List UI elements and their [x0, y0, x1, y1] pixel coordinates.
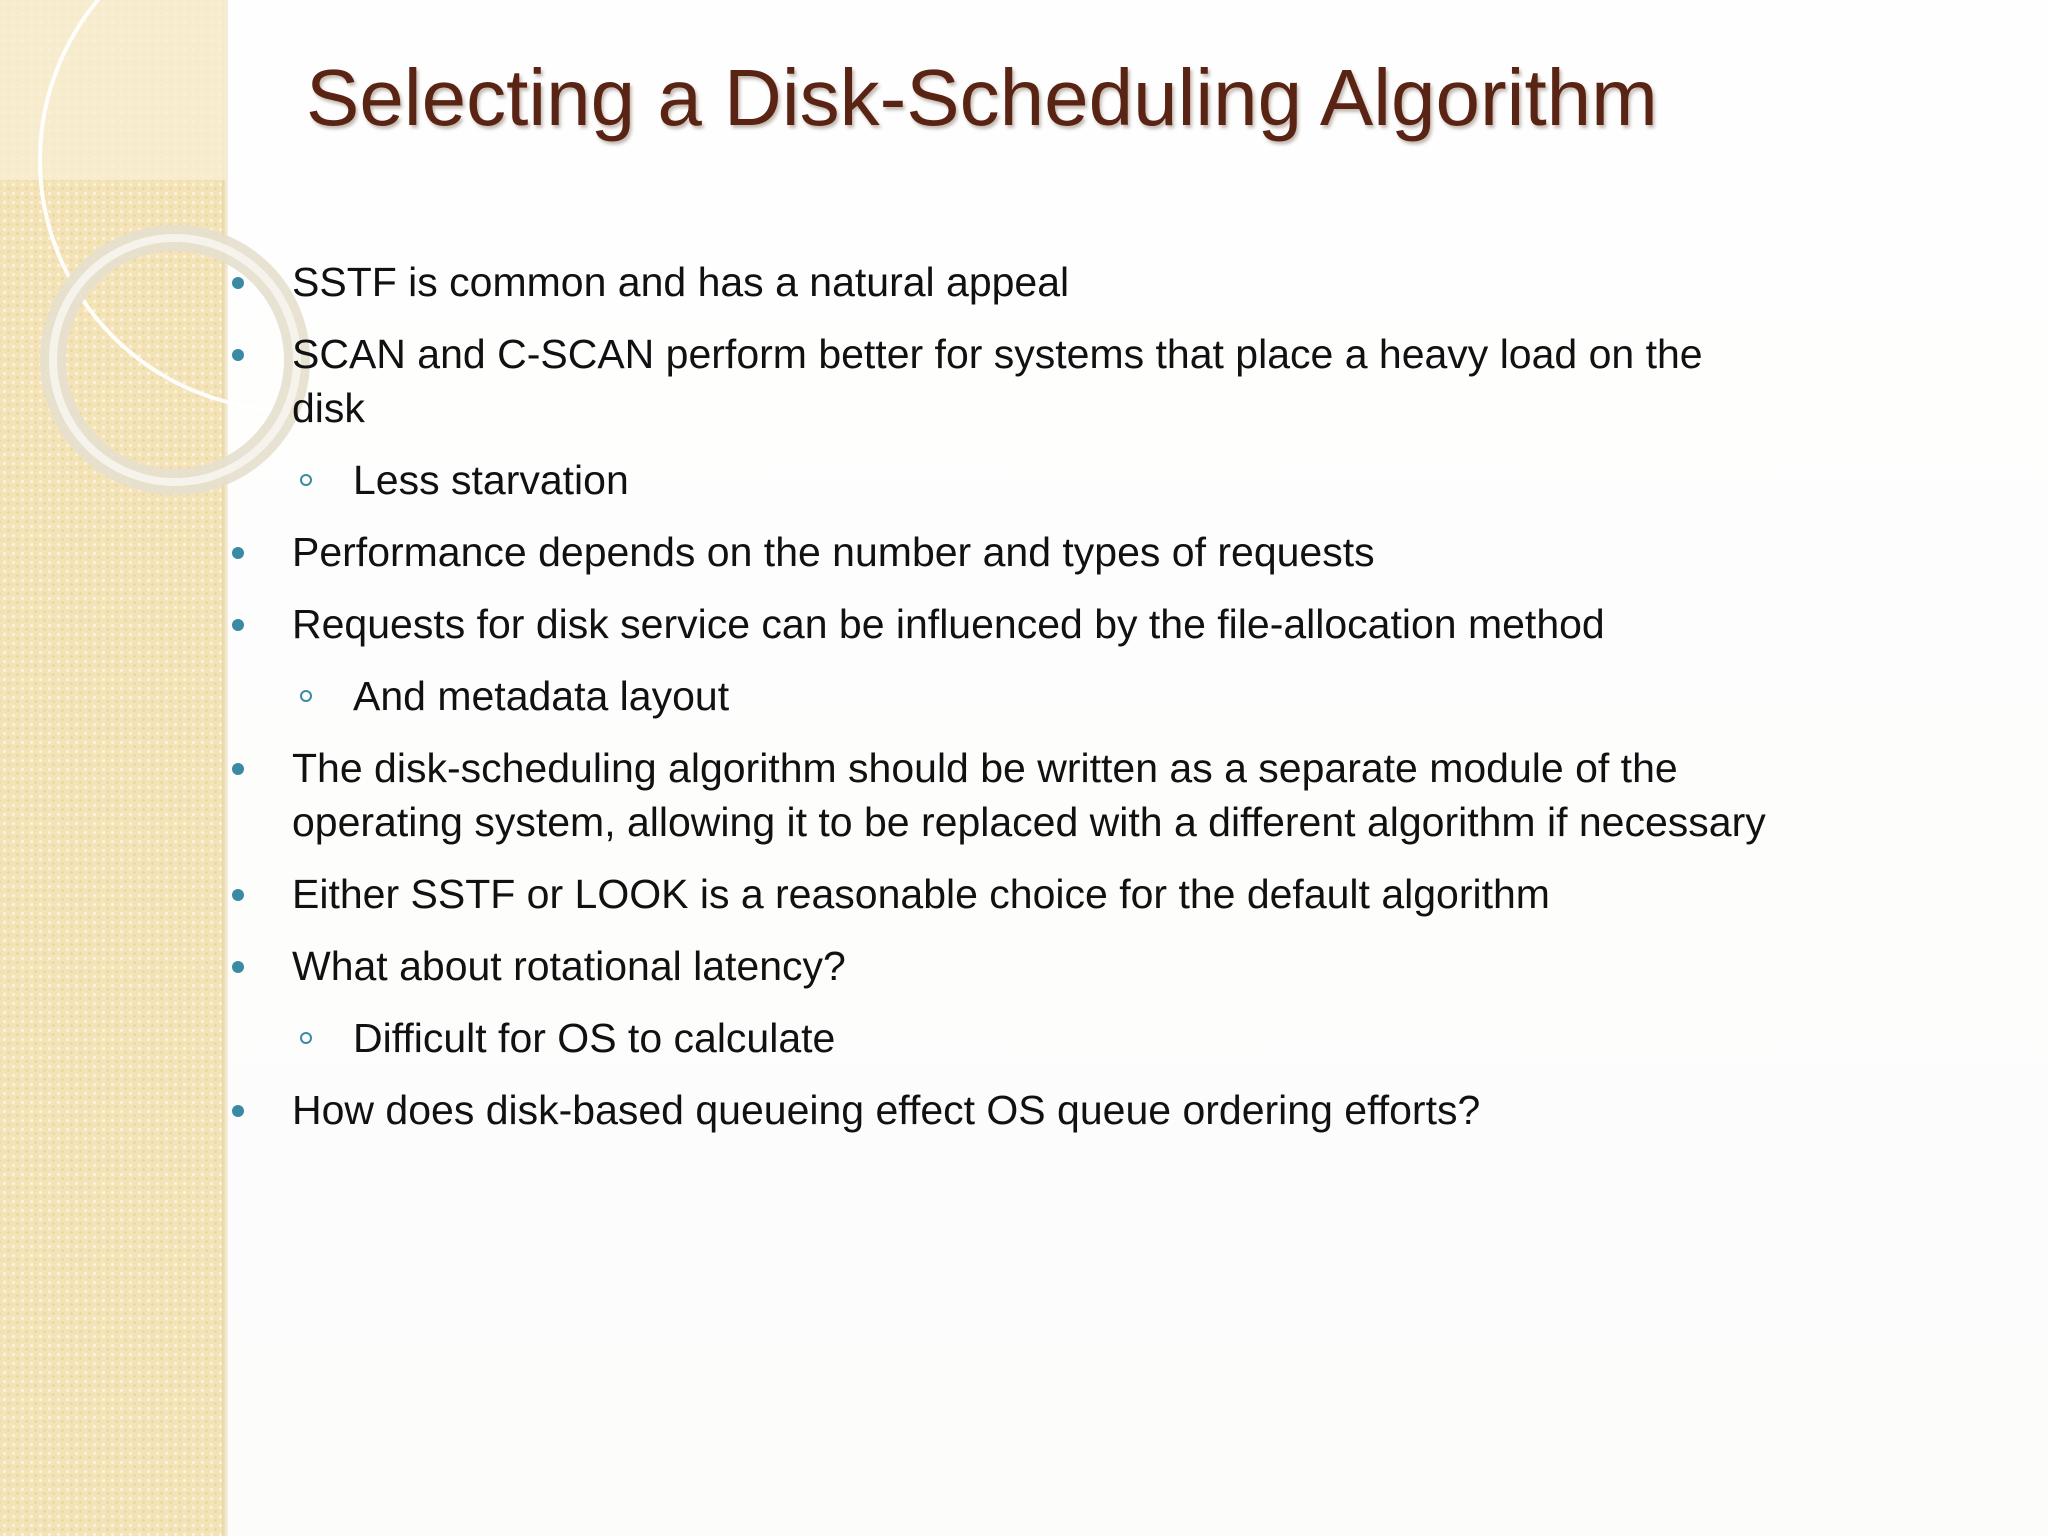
sub-bullet-item [292, 1011, 1772, 1065]
bullet-item [292, 1083, 1772, 1137]
bullet-text: Either SSTF or LOOK is a reasonable choice for the default algorithm [292, 871, 1550, 917]
bullet-text: How does disk-based queueing effect OS queue ordering efforts? [292, 1087, 1481, 1133]
sub-bullet-text: And metadata layout [353, 673, 730, 719]
bullet-text: Requests for disk service can be influenced by the file-allocation method [292, 601, 1605, 647]
bullet-item [292, 525, 1772, 579]
sub-bullet-item [292, 669, 1772, 723]
bullet-item [292, 867, 1772, 921]
slide-title: Selecting a Disk-Scheduling Algorithm [306, 53, 1658, 142]
bullet-dot-icon [232, 277, 244, 289]
bullet-item [292, 327, 1772, 435]
bullet-text: SCAN and C-SCAN perform better for systems that place a heavy load on the disk [292, 331, 1703, 431]
sub-bullet-text: Less starvation [353, 457, 629, 503]
bullet-item [292, 255, 1772, 309]
bullet-dot-icon [232, 961, 244, 973]
bullet-dot-icon [232, 619, 244, 631]
bullet-text: What about rotational latency? [292, 943, 846, 989]
bullet-item [292, 597, 1772, 651]
ring-highlight [53, 238, 297, 482]
bullet-text: SSTF is common and has a natural appeal [292, 259, 1070, 305]
sub-bullet-text: Difficult for OS to calculate [353, 1015, 836, 1061]
sub-bullet-item [292, 453, 1772, 507]
sub-bullet-ring-icon [300, 474, 312, 486]
decorative-circles [0, 0, 330, 520]
bullet-dot-icon [232, 1105, 244, 1117]
sub-bullet-ring-icon [300, 1032, 312, 1044]
bullet-item [292, 939, 1772, 993]
decorative-corner-panel [0, 0, 226, 180]
bullet-item [292, 741, 1772, 849]
bullet-dot-icon [232, 763, 244, 775]
bullet-dot-icon [232, 547, 244, 559]
sub-bullet-ring-icon [300, 690, 312, 702]
bullet-dot-icon [232, 349, 244, 361]
bullet-dot-icon [232, 889, 244, 901]
bullet-text: Performance depends on the number and types of requests [292, 529, 1375, 575]
bullet-text: The disk-scheduling algorithm should be written as a separate module of the operating system, allowing it to be replaced with a different algorithm if necessary [292, 745, 1766, 845]
bullet-list [292, 255, 1772, 1155]
